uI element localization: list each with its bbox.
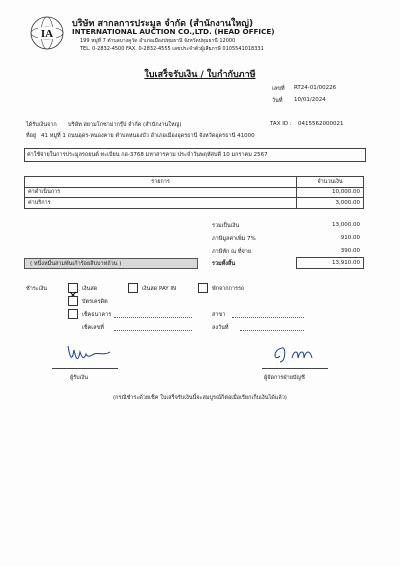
authorized-signature [270, 340, 322, 366]
cheque-checkbox[interactable] [68, 309, 78, 319]
wht-value: 390.00 [340, 248, 360, 254]
total-value: 13,910.00 [332, 260, 360, 266]
receiver-sign-line [52, 368, 118, 369]
customer-address: 41 หมู่ที่ 1 ถนนอุดร-หนองคาย ตำบลหนองบัว อำเภอเมืองอุดรธานี จังหวัดอุดรธานี 41000 [41, 133, 255, 139]
authorized-label: ผู้จัดการฝ่ายบัญชี [264, 375, 305, 381]
total-label: รวมทั้งสิ้น [212, 261, 236, 267]
company-name-th: บริษัท สากลการประมูล จำกัด (สำนักงานใหญ่) [72, 19, 254, 29]
doc-number-label: เลขที่ [272, 86, 285, 92]
row-amount: 10,000.00 [297, 187, 364, 198]
pay-in-checkbox[interactable] [128, 283, 138, 293]
cheque-date-line[interactable] [240, 330, 304, 331]
cash-label: เงินสด [82, 286, 98, 292]
transfer-label: พักจากการรถ [212, 286, 245, 292]
pay-in-label: เงินสด PAY IN [142, 286, 177, 292]
authorized-sign-line [262, 368, 328, 369]
address-label: ที่อยู่ [26, 133, 37, 139]
branch-line[interactable] [232, 317, 304, 318]
cheque-note: (กรณีชำระด้วยเช็ค ใบเสร็จรับเงินนี้จะสมบูรณ์ก็ต่อเมื่อเรียกเก็บเงินได้แล้ว) [113, 395, 287, 401]
cheque-no-line[interactable] [114, 330, 192, 331]
table-row [25, 187, 364, 198]
company-address: 199 หมู่ที่ 7 ตำบลบางคูวัด อำเภอเมืองปทุมธานี จังหวัดปทุมธานี 12000 [80, 38, 236, 44]
doc-date: 10/01/2024 [294, 97, 326, 103]
receiver-label: ผู้รับเงิน [70, 375, 88, 381]
payment-label: ชำระเงิน [26, 286, 48, 292]
cheque-bank-label: เช็คธนาคาร [82, 312, 112, 318]
items-table [24, 176, 364, 209]
description: ค่าใช้จ่ายในการประมูลรถยนต์ ทะเบียน กฮ-3768 มหาสารคาม ประจำวันพฤหัสบดี 10 มกราคม 2567 [27, 152, 268, 158]
table-header-row [25, 177, 364, 188]
cheque-bank-line[interactable] [114, 317, 192, 318]
doc-date-label: วันที่ [272, 98, 283, 104]
credit-card-checkbox[interactable] [68, 296, 78, 306]
tax-id-label: TAX ID : [270, 121, 292, 127]
company-logo [30, 16, 64, 50]
receiver-signature [64, 340, 114, 366]
amount-in-words: ( หนึ่งหมื่นสามพันเก้าร้อยสิบบาทถ้วน ) [30, 261, 122, 267]
document-title: ใบเสร็จรับเงิน / ใบกำกับภาษี [144, 70, 256, 80]
company-contact: TEL. 0-2832-4500 FAX. 0-2832-4555 เลขประจำตัวผู้เสียภาษี 0105541018331 [80, 46, 264, 52]
subtotal-label: รวมเป็นเงิน [212, 223, 240, 229]
table-row [25, 198, 364, 209]
col-item-header: รายการ [25, 177, 297, 188]
customer-name: บริษัท สยามโกซาม่ากรุ๊ป จำกัด (สำนักงานใหญ่) [68, 122, 182, 128]
doc-number: RT24-01/00226 [294, 85, 337, 91]
cheque-date-label: ลงวันที่ [212, 325, 229, 331]
row-item: ค่าบริการ [25, 198, 297, 209]
subtotal-value: 13,000.00 [332, 222, 360, 228]
company-name-en: INTERNATIONAL AUCTION CO.,LTD. (HEAD OFFICE) [72, 27, 275, 36]
branch-label: สาขา [212, 312, 226, 318]
row-amount: 3,000.00 [297, 198, 364, 209]
col-amount-header: จำนวนเงิน [297, 177, 364, 188]
cheque-no-label: เช็คเลขที่ [82, 325, 104, 331]
vat-value: 910.00 [340, 235, 360, 241]
wht-label: ภาษีหัก ณ ที่จ่าย [212, 249, 252, 255]
credit-card-label: บัตรเครดิต [82, 299, 108, 305]
svg-text:IA: IA [40, 28, 54, 40]
row-item: ค่าดำเนินการ [25, 187, 297, 198]
vat-label: ภาษีมูลค่าเพิ่ม 7% [212, 236, 256, 242]
cash-checkbox[interactable] [68, 283, 78, 293]
tax-id: 0415562000021 [298, 121, 344, 127]
transfer-checkbox[interactable] [198, 283, 208, 293]
received-from-label: ได้รับเงินจาก [26, 122, 57, 128]
